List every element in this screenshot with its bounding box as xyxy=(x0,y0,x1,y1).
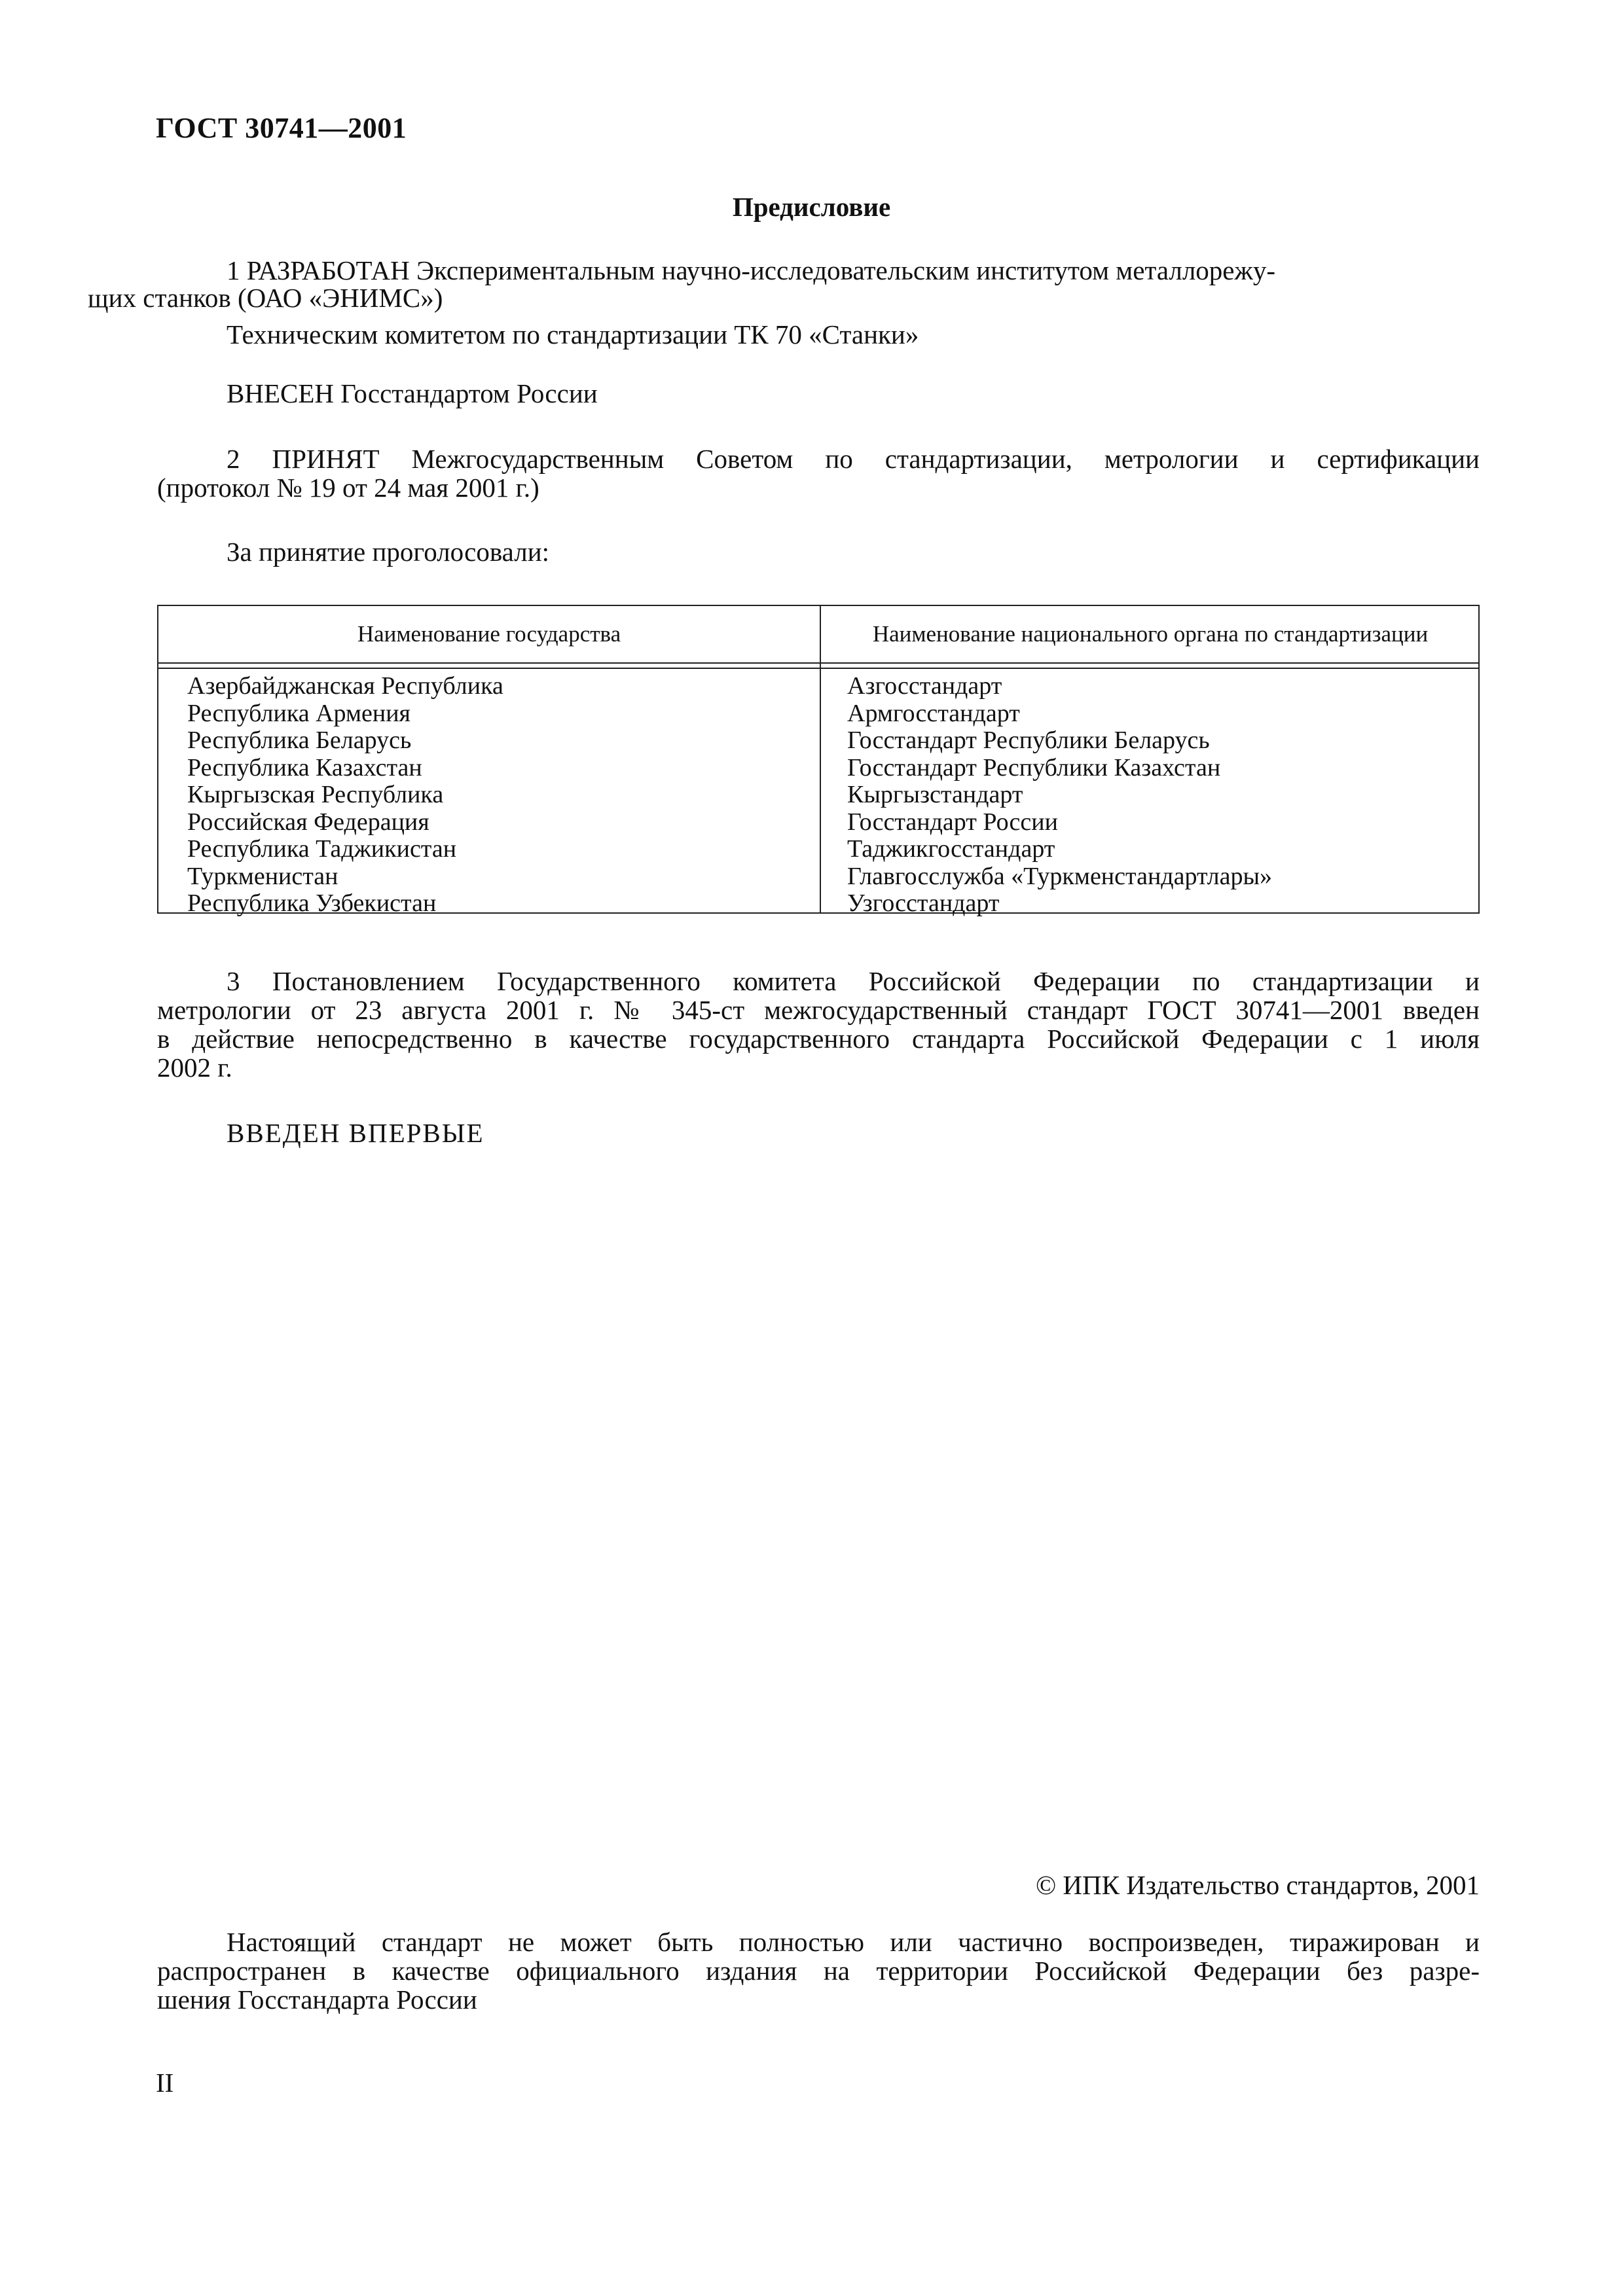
column-divider xyxy=(820,606,821,912)
foreword-title: Предисловие xyxy=(732,192,891,222)
item3-line4: 2002 г. xyxy=(157,1052,232,1083)
item3-line1: 3 Постановлением Государственного комитета Российской Федерации по стандартизации и xyxy=(227,966,1480,996)
standards-bodies-list xyxy=(847,673,1272,918)
body-cell: Азгосстандарт xyxy=(847,672,1002,700)
item2-line2: (протокол № 19 от 24 мая 2001 г.) xyxy=(157,473,539,503)
item3-line2: метрологии от 23 августа 2001 г. № 345-ст межгосударственный стандарт ГОСТ 30741—2001 введен xyxy=(157,995,1480,1025)
voting-states-table xyxy=(157,605,1480,917)
body-cell: Узгосстандарт xyxy=(847,889,1000,917)
state-cell: Кыргызская Республика xyxy=(187,781,444,808)
copyright: © ИПК Издательство стандартов, 2001 xyxy=(1035,1870,1480,1900)
table-header-body: Наименование национального органа по стандартизации xyxy=(872,621,1429,647)
body-cell: Госстандарт Республики Казахстан xyxy=(847,753,1221,781)
body-cell: Кыргызстандарт xyxy=(847,781,1023,808)
state-cell: Республика Армения xyxy=(187,699,411,727)
notice-line1: Настоящий стандарт не может быть полностью или частично воспроизведен, тиражирован и xyxy=(227,1927,1480,1957)
voted-for: За принятие проголосовали: xyxy=(227,537,550,567)
page-number: II xyxy=(156,2068,174,2098)
first-introduced: ВВЕДЕН ВПЕРВЫЕ xyxy=(227,1118,484,1148)
table-header-state: Наименование государства xyxy=(357,621,621,647)
notice-line3: шения Госстандарта России xyxy=(157,1984,477,2015)
standard-designation: ГОСТ 30741—2001 xyxy=(156,112,407,144)
notice-line2: распространен в качестве официального издания на территории Российской Федерации без разре- xyxy=(157,1956,1480,1986)
state-cell: Республика Беларусь xyxy=(187,726,412,754)
state-cell: Азербайджанская Республика xyxy=(187,672,503,700)
table-header-row xyxy=(158,606,1478,662)
header-rule xyxy=(158,662,1478,664)
states-list xyxy=(187,673,503,918)
state-cell: Республика Узбекистан xyxy=(187,889,437,917)
item3-line3: в действие непосредственно в качестве государственного стандарта Российской Федерации с 1 июля xyxy=(157,1024,1480,1054)
state-cell: Туркменистан xyxy=(187,862,338,890)
item1-line2: щих станков (ОАО «ЭНИМС») xyxy=(88,283,443,313)
item1-paragraph xyxy=(88,255,1480,313)
body-cell: Армгосстандарт xyxy=(847,699,1020,727)
header-rule-double xyxy=(158,668,1478,669)
state-cell: Республика Казахстан xyxy=(187,753,422,781)
item2-line1: 2 ПРИНЯТ Межгосударственным Советом по стандартизации, метрологии и сертификации xyxy=(227,444,1480,474)
body-cell: Главгосслужба «Туркменстандартлары» xyxy=(847,862,1273,890)
item1-line1: 1 РАЗРАБОТАН Экспериментальным научно-исследовательским институтом металлорежу- xyxy=(227,255,1275,285)
body-cell: Госстандарт Республики Беларусь xyxy=(847,726,1210,754)
introduced-by: ВНЕСЕН Госстандартом России xyxy=(227,378,598,408)
body-cell: Таджикгосстандарт xyxy=(847,835,1055,863)
state-cell: Российская Федерация xyxy=(187,808,429,836)
state-cell: Республика Таджикистан xyxy=(187,835,457,863)
item1-continuation: Техническим комитетом по стандартизации ТК 70 «Станки» xyxy=(227,319,919,350)
body-cell: Госстандарт России xyxy=(847,808,1058,836)
